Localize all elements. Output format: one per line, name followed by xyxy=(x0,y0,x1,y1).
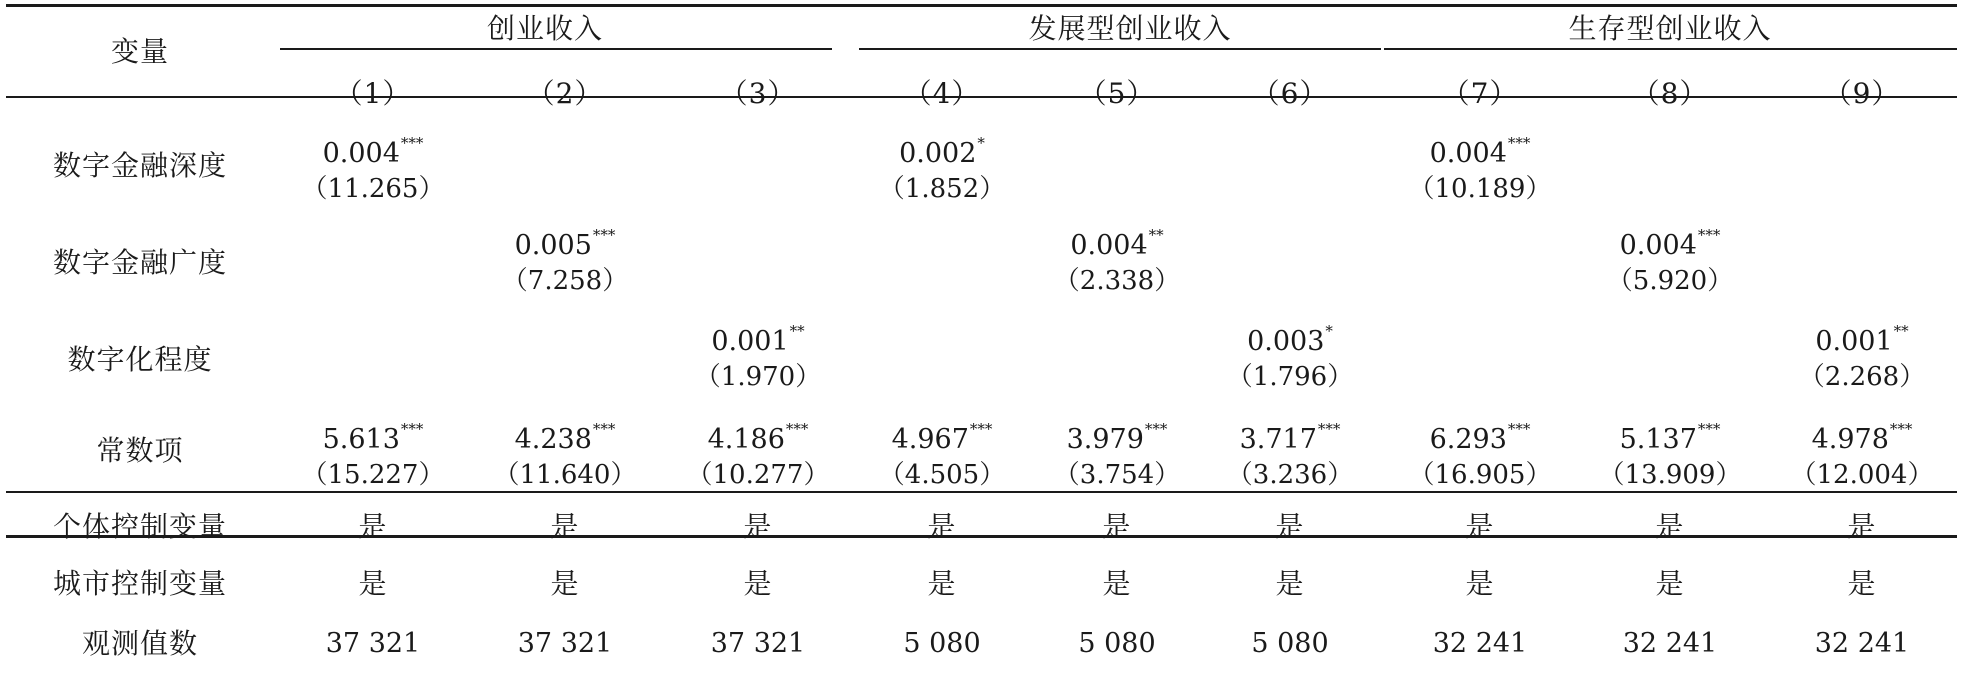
t-statistic-digitization-col9: （2.268） xyxy=(1798,362,1926,392)
column-header-4: （4） xyxy=(903,77,981,110)
city-controls-value-col4: 是 xyxy=(927,567,957,600)
coefficient-digitization-col9 xyxy=(1772,322,1952,357)
column-header-1: （1） xyxy=(334,77,412,110)
individual-controls-value-col5: 是 xyxy=(1102,510,1132,543)
group-rule-1 xyxy=(280,48,832,50)
observations-value-col9: 32 241 xyxy=(1814,628,1910,659)
city-controls-value-col3: 是 xyxy=(743,567,773,600)
coefficient-value: 3.717 xyxy=(1239,424,1317,455)
significance-stars: * xyxy=(977,134,985,152)
coefficient-depth-col7 xyxy=(1390,134,1570,169)
significance-stars: ** xyxy=(789,322,805,340)
coefficient-digitization-col3 xyxy=(668,322,848,357)
coefficient-constant-col9 xyxy=(1772,420,1952,455)
coefficient-constant-col2 xyxy=(475,420,655,455)
individual-controls-value-col6: 是 xyxy=(1275,510,1305,543)
observations-value-col6: 5 080 xyxy=(1251,628,1329,659)
city-controls-value-col8: 是 xyxy=(1655,567,1685,600)
observations-value-col2: 37 321 xyxy=(517,628,613,659)
coefficient-digitization-col6 xyxy=(1200,322,1380,357)
coefficient-constant-col7 xyxy=(1390,420,1570,455)
t-statistic-constant-col6: （3.236） xyxy=(1226,460,1354,490)
t-statistic-breadth-col5: （2.338） xyxy=(1053,266,1181,296)
significance-stars: *** xyxy=(969,420,993,438)
city-controls-value-col6: 是 xyxy=(1275,567,1305,600)
individual-controls-value-col2: 是 xyxy=(550,510,580,543)
observations-value-col3: 37 321 xyxy=(710,628,806,659)
coefficient-constant-col1 xyxy=(283,420,463,455)
individual-controls-value-col3: 是 xyxy=(743,510,773,543)
significance-stars: *** xyxy=(592,420,616,438)
observations-value-col1: 37 321 xyxy=(325,628,421,659)
summary-rule xyxy=(6,491,1957,493)
coefficient-value: 4.978 xyxy=(1811,424,1889,455)
t-statistic-constant-col8: （13.909） xyxy=(1598,460,1742,490)
group-header-1: 创业收入 xyxy=(486,12,603,45)
row-label-digitization: 数字化程度 xyxy=(67,343,213,376)
t-statistic-constant-col1: （15.227） xyxy=(301,460,445,490)
individual-controls-value-col9: 是 xyxy=(1847,510,1877,543)
observations-value-col4: 5 080 xyxy=(903,628,981,659)
coefficient-value: 0.004 xyxy=(1070,230,1148,261)
row-label-individual-controls: 个体控制变量 xyxy=(52,510,227,543)
coefficient-value: 4.967 xyxy=(891,424,969,455)
coefficient-constant-col8 xyxy=(1580,420,1760,455)
t-statistic-constant-col2: （11.640） xyxy=(493,460,637,490)
coefficient-constant-col5 xyxy=(1027,420,1207,455)
column-header-6: （6） xyxy=(1251,77,1329,110)
coefficient-value: 0.004 xyxy=(322,138,400,169)
column-header-5: （5） xyxy=(1078,77,1156,110)
city-controls-value-col5: 是 xyxy=(1102,567,1132,600)
group-header-3: 生存型创业收入 xyxy=(1568,12,1772,45)
row-label-observations: 观测值数 xyxy=(81,627,198,660)
coefficient-constant-col4 xyxy=(852,420,1032,455)
t-statistic-depth-col4: （1.852） xyxy=(878,174,1006,204)
group-rule-3 xyxy=(1384,48,1957,50)
coefficient-value: 4.186 xyxy=(707,424,785,455)
city-controls-value-col1: 是 xyxy=(358,567,388,600)
coefficient-value: 0.005 xyxy=(514,230,592,261)
significance-stars: *** xyxy=(785,420,809,438)
t-statistic-depth-col7: （10.189） xyxy=(1408,174,1552,204)
row-label-constant: 常数项 xyxy=(96,434,184,467)
coefficient-value: 4.238 xyxy=(514,424,592,455)
coefficient-breadth-col8 xyxy=(1580,226,1760,261)
row-label-city-controls: 城市控制变量 xyxy=(52,567,227,600)
coefficient-breadth-col2 xyxy=(475,226,655,261)
observations-value-col7: 32 241 xyxy=(1432,628,1528,659)
t-statistic-depth-col1: （11.265） xyxy=(301,174,445,204)
individual-controls-value-col8: 是 xyxy=(1655,510,1685,543)
significance-stars: ** xyxy=(1148,226,1164,244)
coefficient-depth-col4 xyxy=(852,134,1032,169)
t-statistic-constant-col5: （3.754） xyxy=(1053,460,1181,490)
t-statistic-breadth-col8: （5.920） xyxy=(1606,266,1734,296)
significance-stars: *** xyxy=(1144,420,1168,438)
individual-controls-value-col1: 是 xyxy=(358,510,388,543)
t-statistic-digitization-col3: （1.970） xyxy=(694,362,822,392)
t-statistic-constant-col7: （16.905） xyxy=(1408,460,1552,490)
significance-stars: *** xyxy=(1317,420,1341,438)
coefficient-value: 0.004 xyxy=(1429,138,1507,169)
significance-stars: *** xyxy=(1507,134,1531,152)
coefficient-value: 3.979 xyxy=(1066,424,1144,455)
t-statistic-breadth-col2: （7.258） xyxy=(501,266,629,296)
column-header-9: （9） xyxy=(1823,77,1901,110)
coefficient-constant-col3 xyxy=(668,420,848,455)
significance-stars: ** xyxy=(1893,322,1909,340)
individual-controls-value-col7: 是 xyxy=(1465,510,1495,543)
city-controls-value-col9: 是 xyxy=(1847,567,1877,600)
coefficient-value: 0.001 xyxy=(1815,326,1893,357)
row-label-depth: 数字金融深度 xyxy=(52,149,227,182)
t-statistic-digitization-col6: （1.796） xyxy=(1226,362,1354,392)
column-header-8: （8） xyxy=(1631,77,1709,110)
t-statistic-constant-col4: （4.505） xyxy=(878,460,1006,490)
significance-stars: *** xyxy=(592,226,616,244)
column-header-3: （3） xyxy=(719,77,797,110)
observations-value-col5: 5 080 xyxy=(1078,628,1156,659)
city-controls-value-col7: 是 xyxy=(1465,567,1495,600)
group-rule-2 xyxy=(859,48,1381,50)
column-header-7: （7） xyxy=(1441,77,1519,110)
city-controls-value-col2: 是 xyxy=(550,567,580,600)
coefficient-value: 0.004 xyxy=(1619,230,1697,261)
individual-controls-value-col4: 是 xyxy=(927,510,957,543)
coefficient-constant-col6 xyxy=(1200,420,1380,455)
t-statistic-constant-col9: （12.004） xyxy=(1790,460,1934,490)
significance-stars: *** xyxy=(1507,420,1531,438)
significance-stars: *** xyxy=(1697,420,1721,438)
coefficient-value: 0.001 xyxy=(711,326,789,357)
t-statistic-constant-col3: （10.277） xyxy=(686,460,830,490)
coefficient-breadth-col5 xyxy=(1027,226,1207,261)
column-header-2: （2） xyxy=(526,77,604,110)
coefficient-value: 0.002 xyxy=(899,138,977,169)
coefficient-value: 5.137 xyxy=(1619,424,1697,455)
significance-stars: *** xyxy=(400,420,424,438)
group-header-2: 发展型创业收入 xyxy=(1028,12,1232,45)
significance-stars: * xyxy=(1325,322,1333,340)
significance-stars: *** xyxy=(1889,420,1913,438)
top-rule xyxy=(6,4,1957,7)
coefficient-value: 0.003 xyxy=(1247,326,1325,357)
variable-header: 变量 xyxy=(110,35,169,68)
observations-value-col8: 32 241 xyxy=(1622,628,1718,659)
coefficient-value: 6.293 xyxy=(1429,424,1507,455)
coefficient-value: 5.613 xyxy=(322,424,400,455)
coefficient-depth-col1 xyxy=(283,134,463,169)
significance-stars: *** xyxy=(1697,226,1721,244)
significance-stars: *** xyxy=(400,134,424,152)
row-label-breadth: 数字金融广度 xyxy=(52,246,227,279)
